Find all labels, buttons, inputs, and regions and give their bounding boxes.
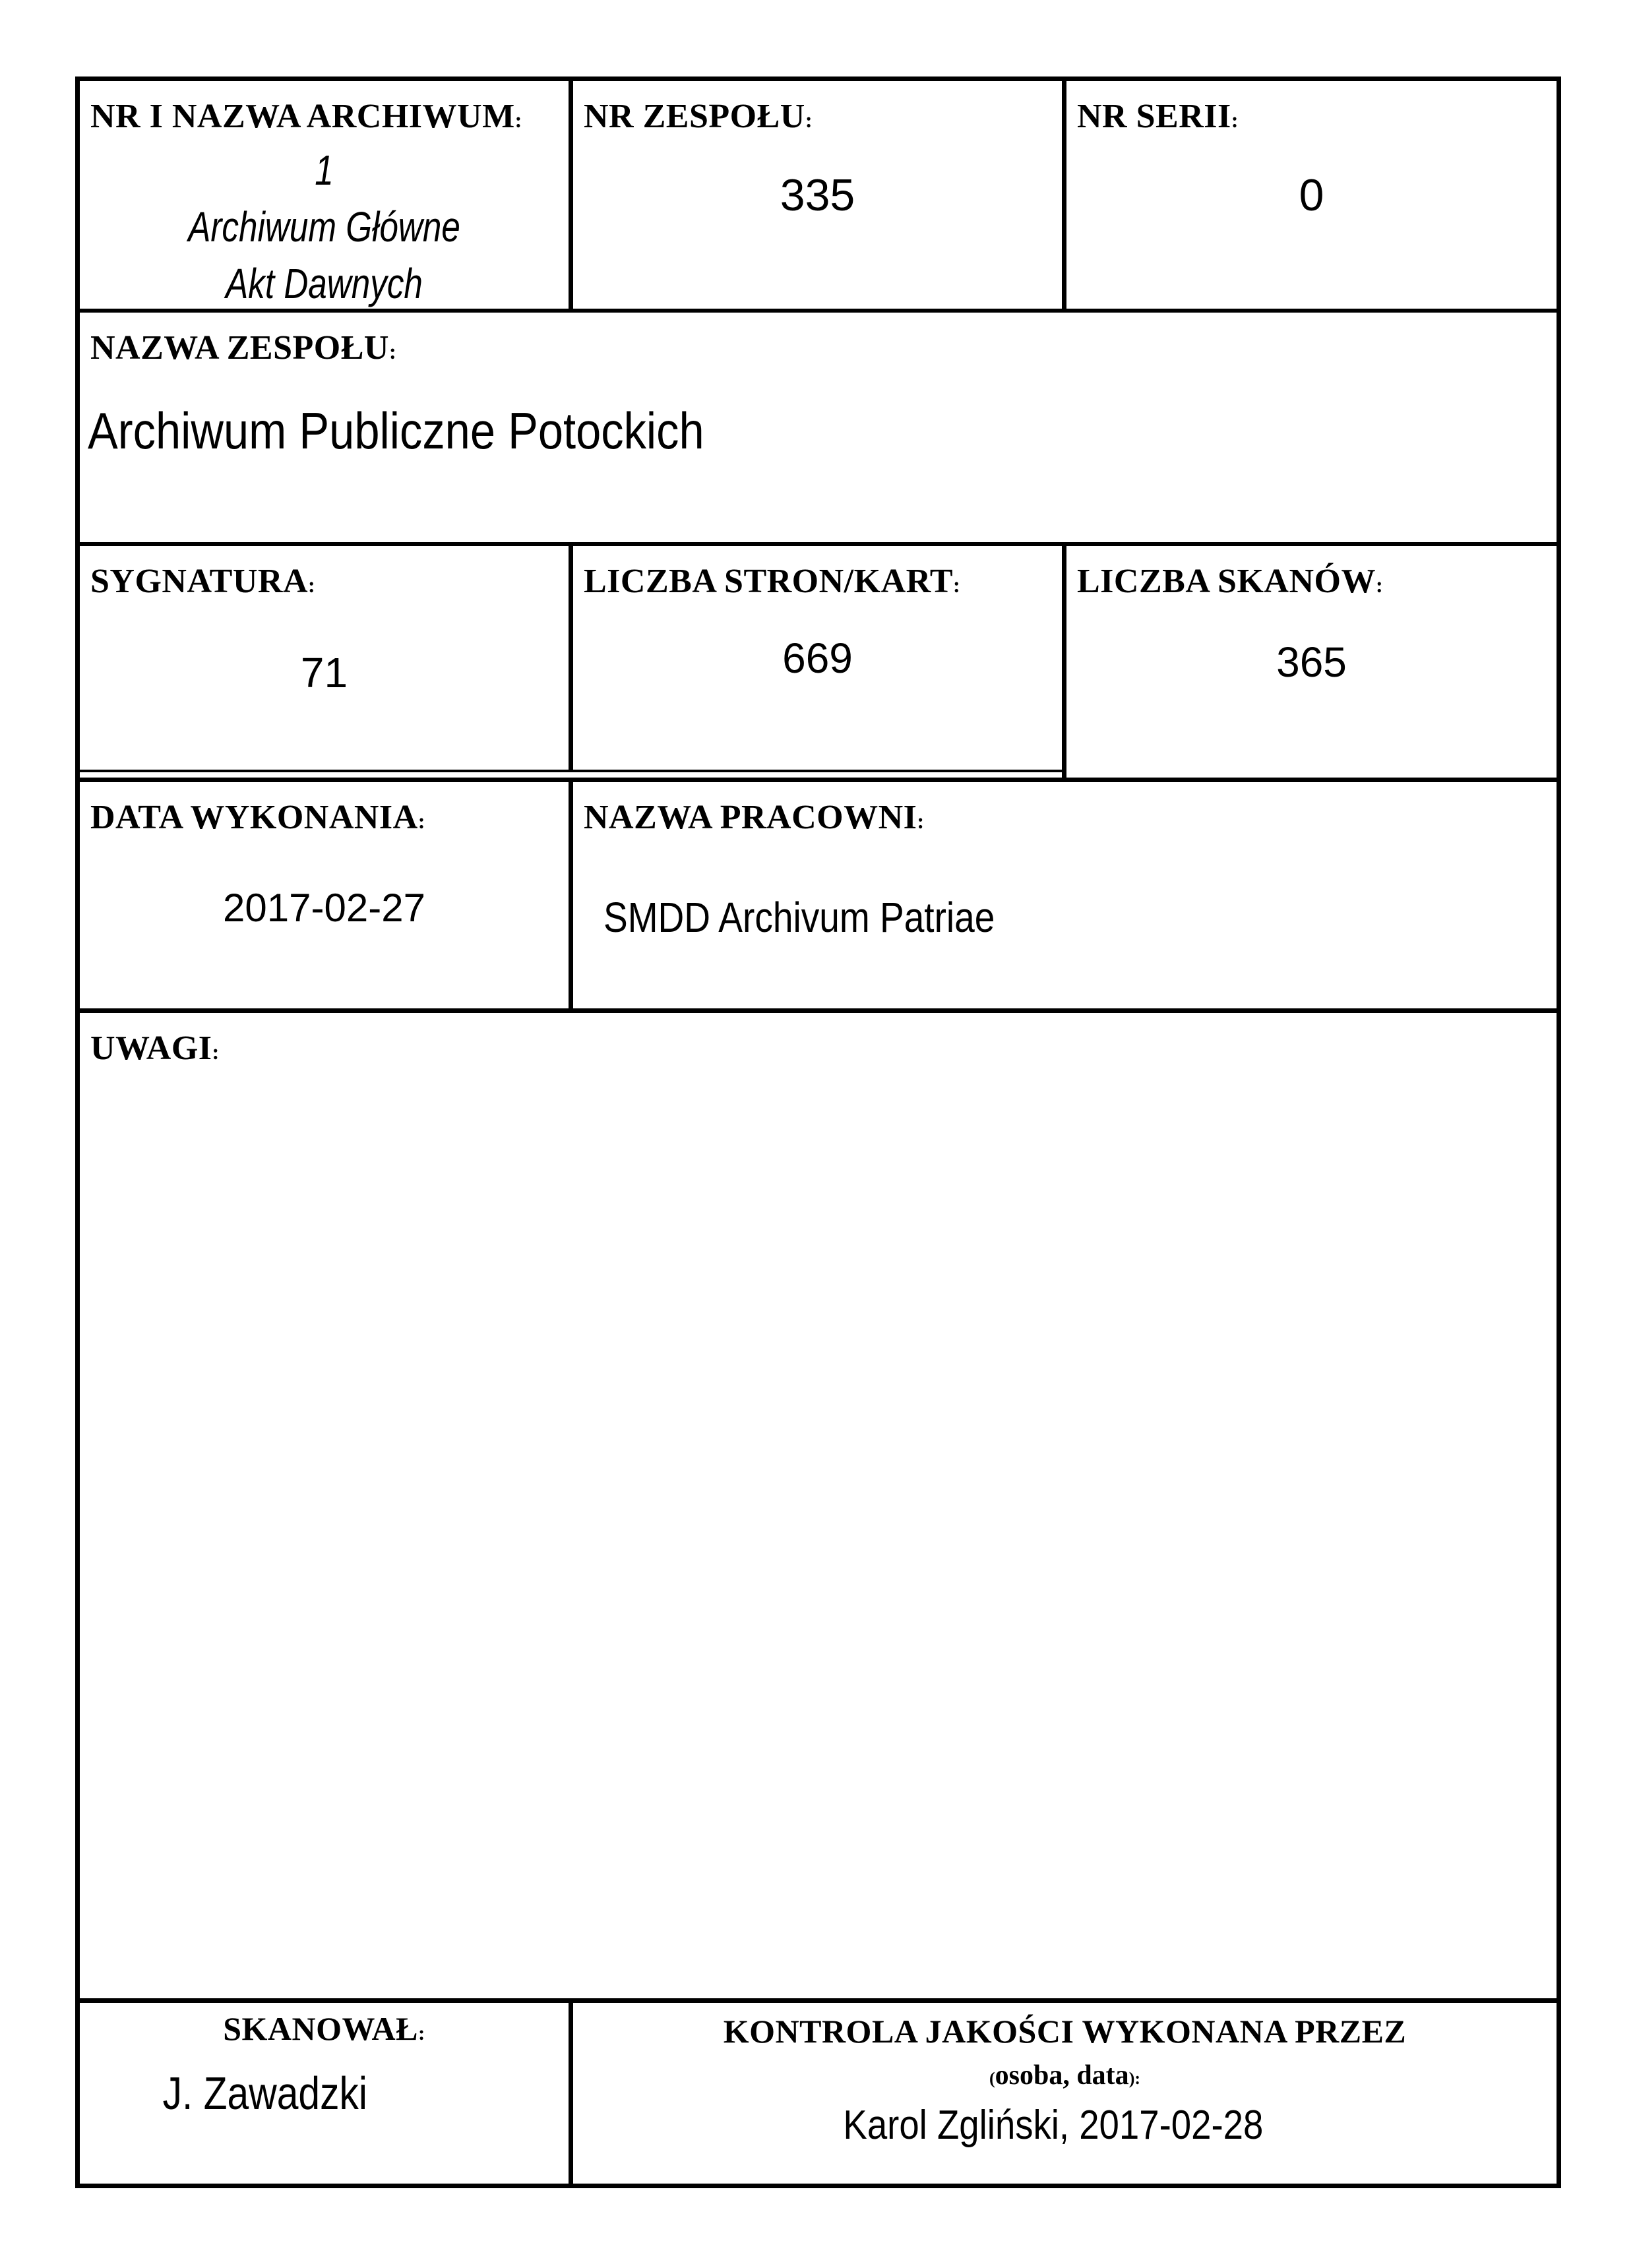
field-scans-count	[1066, 546, 1557, 778]
table-border-right	[1557, 77, 1561, 2188]
field-pages-count	[573, 546, 1062, 770]
table-border-row4	[75, 1008, 1561, 1013]
field-workshop	[573, 782, 1557, 1008]
field-value: 0	[1299, 169, 1324, 220]
table-border-bottom	[75, 2184, 1561, 2188]
field-label: LICZBA STRON/KART:	[584, 563, 961, 600]
table-border-left	[75, 77, 80, 2188]
field-value: J. Zawadzki	[162, 2068, 367, 2119]
table-divider-r1-col2	[1062, 77, 1066, 313]
field-archive	[80, 81, 569, 309]
field-fonds-number	[573, 81, 1062, 309]
field-value: 2017-02-27	[223, 886, 425, 930]
archive-name-line-1: Archiwum Główne	[188, 203, 460, 251]
field-value: 669	[782, 634, 853, 682]
field-signature	[80, 546, 569, 770]
field-value	[80, 142, 569, 312]
field-value: 365	[1276, 638, 1347, 686]
field-label: SKANOWAŁ:	[223, 2010, 425, 2047]
table-border-row5	[75, 1998, 1561, 2003]
field-label: SYGNATURA:	[90, 563, 316, 600]
field-scanned-by	[80, 2003, 569, 2184]
table-divider-r1-col1	[569, 77, 573, 313]
field-label: NR SERII:	[1077, 98, 1239, 135]
table-divider-r4-col1	[569, 778, 573, 1013]
field-label: DATA WYKONANIA:	[90, 799, 425, 836]
field-value: Karol Zgliński, 2017-02-28	[843, 2102, 1263, 2148]
field-label: UWAGI:	[90, 1029, 220, 1067]
field-value: Archiwum Publiczne Potockich	[88, 402, 704, 460]
field-label: KONTROLA JAKOŚCI WYKONANA PRZEZ	[723, 2013, 1407, 2050]
table-divider-r3-col1	[569, 542, 573, 772]
field-value: SMDD Archivum Patriae	[603, 894, 995, 941]
field-sublabel: (osoba, data):	[989, 2060, 1141, 2091]
field-quality-control	[573, 2003, 1557, 2184]
field-series-number	[1066, 81, 1557, 309]
field-label: NAZWA ZESPOŁU:	[90, 329, 397, 367]
field-value: 335	[780, 169, 855, 220]
table-divider-r3-col2	[1062, 542, 1066, 782]
field-label: NR ZESPOŁU:	[584, 98, 813, 135]
archive-number-line: 1	[315, 146, 334, 194]
field-scan-date	[80, 782, 569, 1008]
table-divider-r6-col1	[569, 1998, 573, 2188]
field-label: NR I NAZWA ARCHIWUM:	[90, 98, 522, 135]
field-fonds-name	[80, 313, 1557, 542]
field-label: LICZBA SKANÓW:	[1077, 563, 1384, 600]
table-border-top	[75, 77, 1561, 81]
archive-name-line-2: Akt Dawnych	[226, 260, 423, 307]
field-label: NAZWA PRACOWNI:	[584, 799, 925, 836]
field-value: 71	[300, 648, 348, 696]
field-remarks	[80, 1013, 1557, 1998]
table-border-row3	[75, 778, 1561, 782]
